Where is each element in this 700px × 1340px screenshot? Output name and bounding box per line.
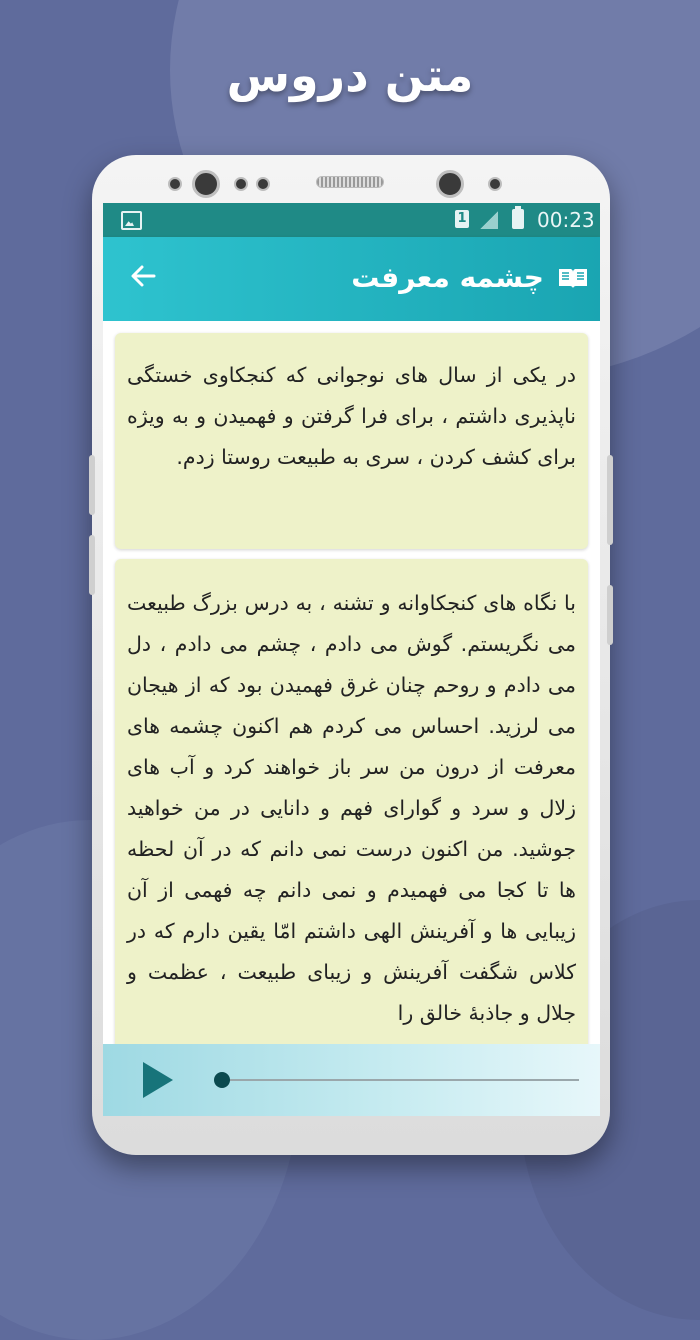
paragraph-text: در یکی از سال های نوجوانی که کنجکاوی خستگی ناپذیری داشتم ، برای فرا گرفتن و فهمیدن و به ویژه برای کشف کردن ، سری به طبیعت روستا زدم.: [127, 363, 576, 469]
signal-icon: [480, 211, 498, 229]
power-button: [607, 455, 613, 545]
status-time: 00:23: [537, 208, 595, 232]
volume-down-button: [89, 535, 95, 595]
phone-screen: [103, 203, 600, 1116]
app-title: چشمه معرفت: [351, 261, 544, 294]
seek-thumb[interactable]: [214, 1072, 230, 1088]
paragraph-card: [115, 559, 588, 1044]
sensor-icon: [488, 177, 502, 191]
lesson-content[interactable]: [103, 321, 600, 1044]
front-camera-icon: [192, 170, 220, 198]
volume-up-button: [89, 455, 95, 515]
sim-indicator: 1: [455, 210, 469, 228]
seek-track[interactable]: [221, 1079, 579, 1081]
arrow-left-icon: [128, 261, 158, 291]
page-title: متن دروس: [226, 48, 474, 102]
status-bar: [103, 203, 600, 237]
paragraph-card: [115, 333, 588, 549]
battery-icon: [512, 209, 524, 229]
paragraph-text: با نگاه های کنجکاوانه و تشنه ، به درس بزرگ طبیعت می نگریستم. گوش می دادم ، چشم می دادم ، دل می دادم و روحم چنان غرق فهمیدن بود که از هیجان می لرزید. احساس می کردم هم اکنون چشمه های معرفت از درون من سر باز خواهند کرد و آب های زلال و سرد و گوارای فهم و دانایی در من خواهید جوشید. من اکنون درست نمی دانم که در آن لحظه ها تا کجا می فهمیدم و نمی دانم چه فهمی از آن زیبایی ها و آفرینش الهی داشتم امّا یقین دارم که در کلاس شگفت آفرینش و زیبای طبیعت ، عظمت و جلال و جاذبهٔ خالق را: [127, 591, 576, 1025]
book-icon: [558, 267, 588, 289]
sensor-icon: [256, 177, 270, 191]
earpiece-speaker: [316, 176, 384, 188]
audio-player: [103, 1044, 600, 1116]
sensor-icon: [234, 177, 248, 191]
play-icon[interactable]: [143, 1062, 173, 1098]
back-button[interactable]: [125, 261, 161, 297]
gallery-notification-icon: [121, 211, 142, 230]
app-bar: [103, 237, 600, 321]
side-button: [607, 585, 613, 645]
camera-icon: [436, 170, 464, 198]
sensor-icon: [168, 177, 182, 191]
